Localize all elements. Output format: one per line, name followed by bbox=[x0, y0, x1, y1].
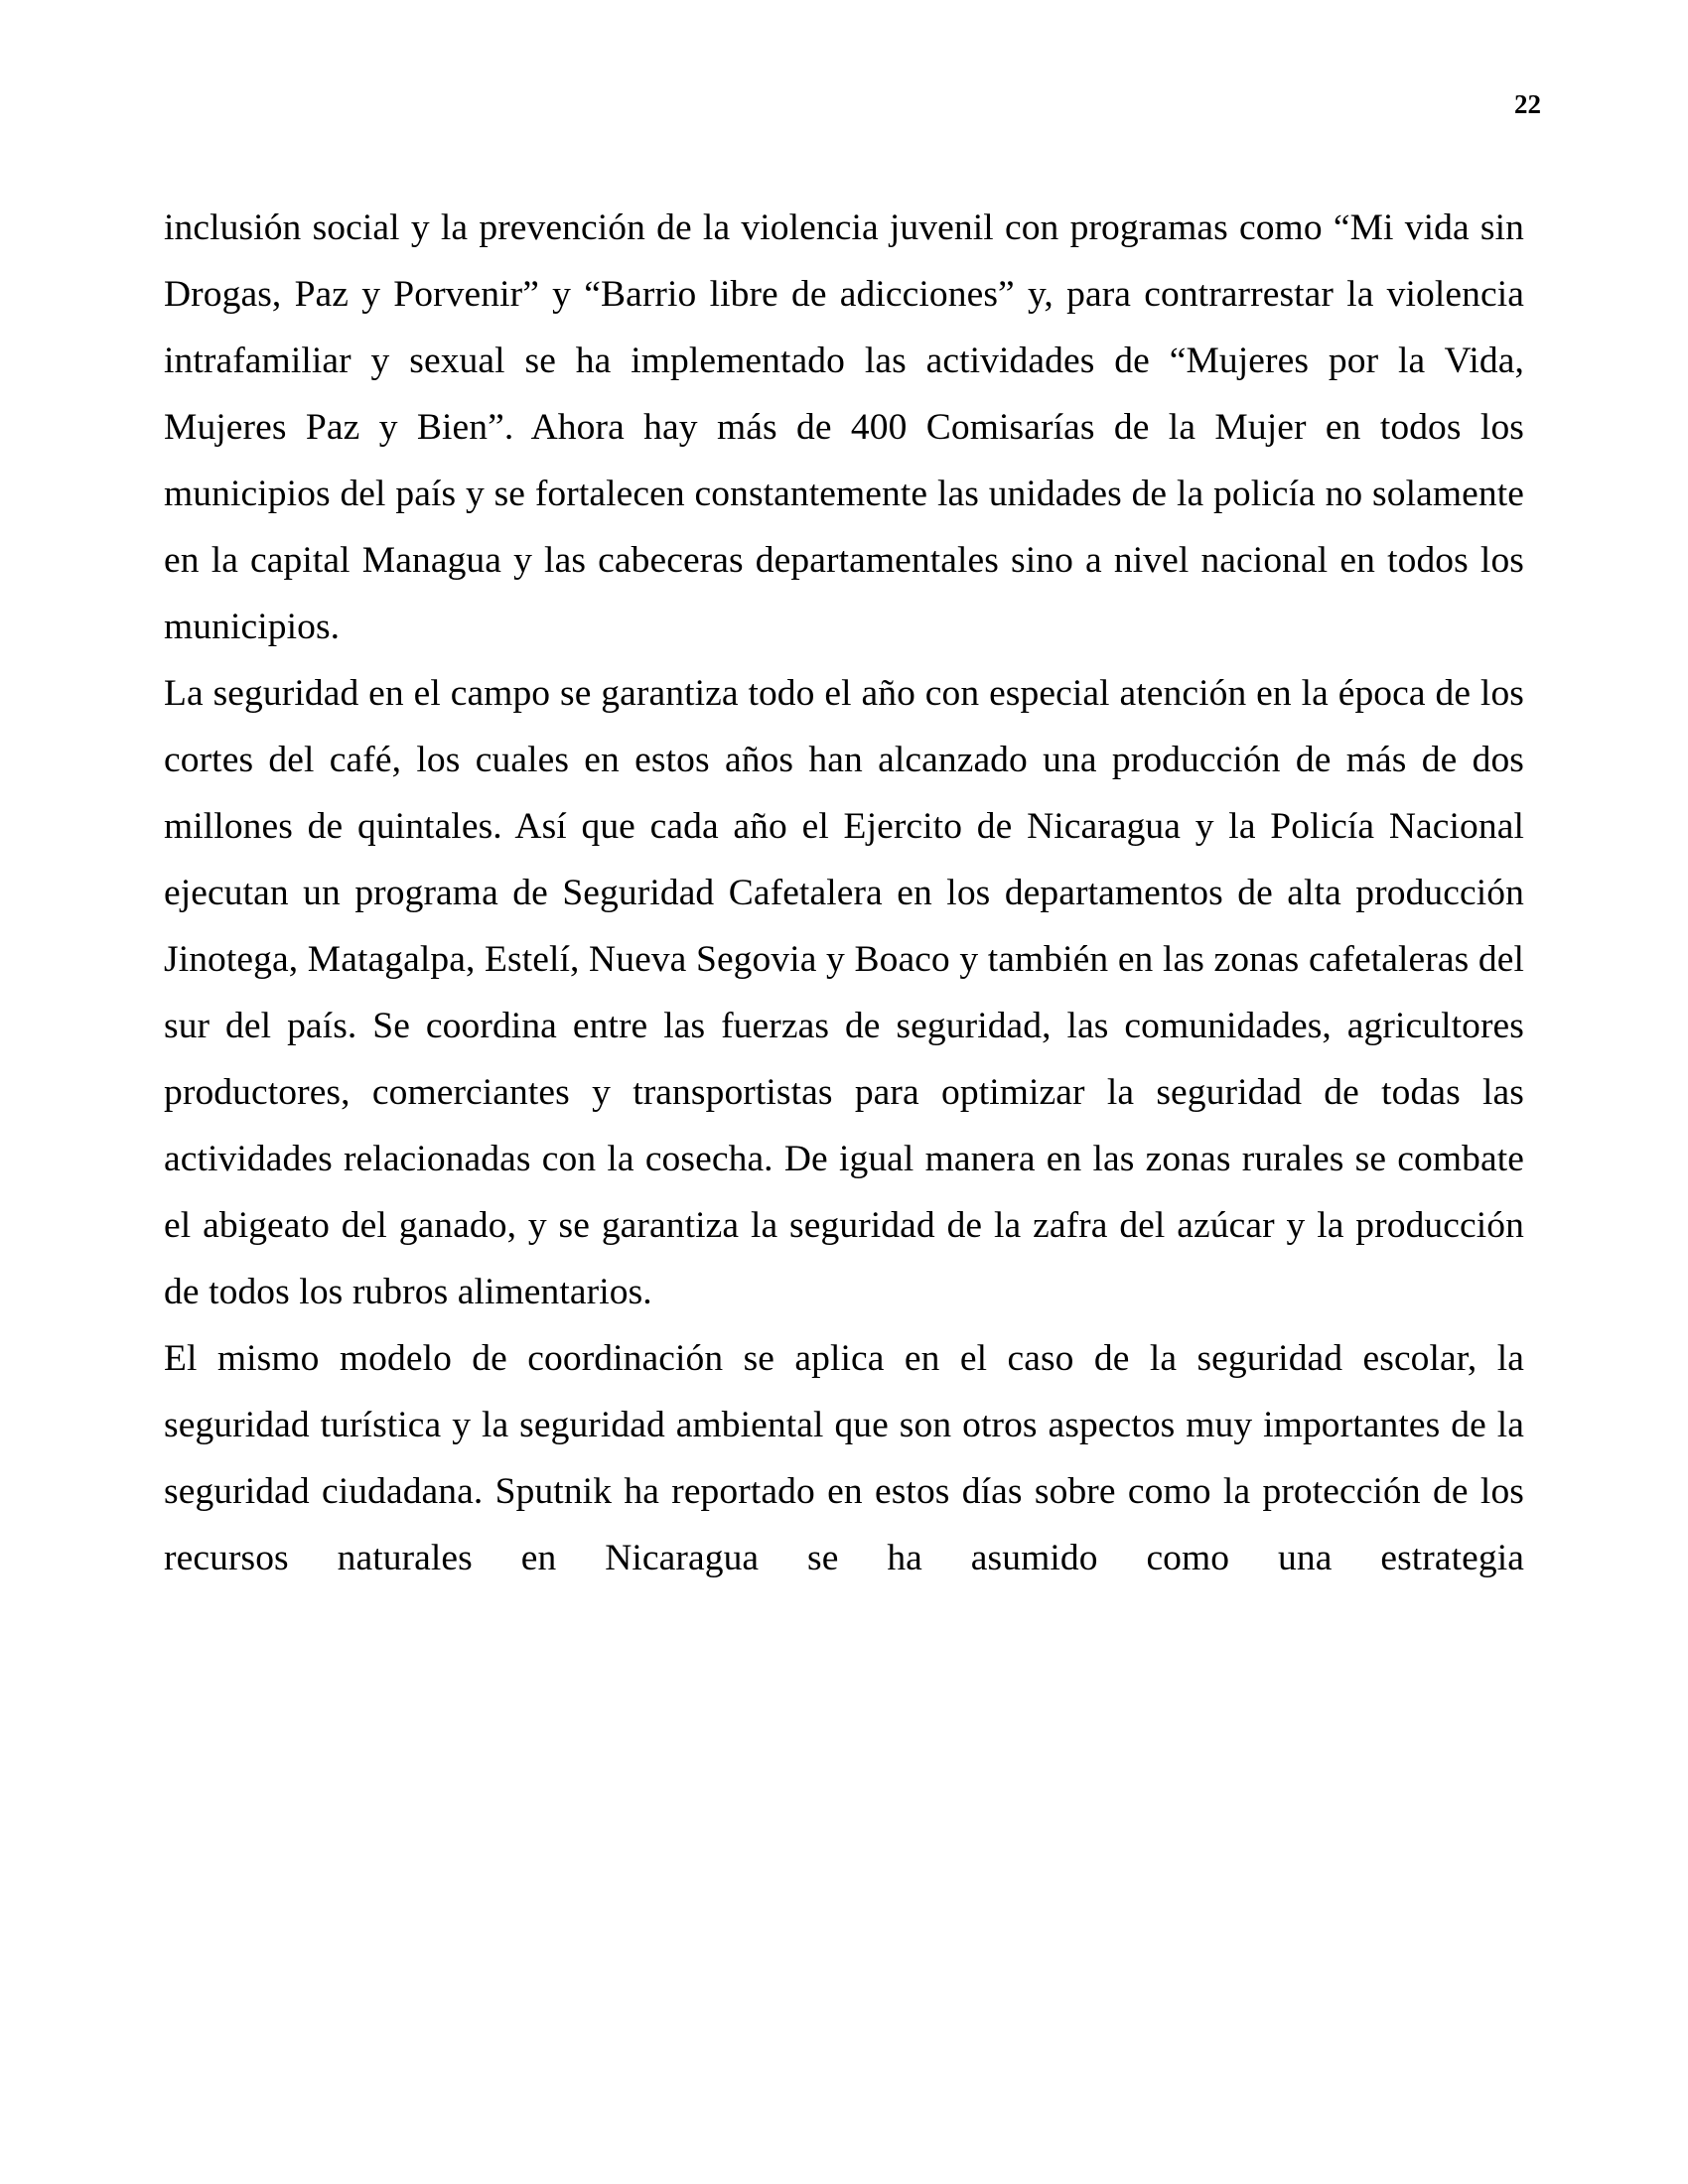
paragraph-2: La seguridad en el campo se garantiza todo el año con especial atención en la época de los cortes del café, los cuales en estos años han alcanzado una producción de más de dos millones de quintales. Así que cada año el Ejercito de Nicaragua y la Policía Nacional ejecutan un programa de Seguridad Cafetalera en los departamentos de alta producción Jinotega, Matagalpa, Estelí, Nueva Segovia y Boaco y también en las zonas cafetaleras del sur del país. Se coordina entre las fuerzas de seguridad, las comunidades, agricultores productores, comerciantes y transportistas para optimizar la seguridad de todas las actividades relacionadas con la cosecha. De igual manera en las zonas rurales se combate el abigeato del ganado, y se garantiza la seguridad de la zafra del azúcar y la producción de todos los rubros alimentarios. bbox=[164, 673, 1524, 1312]
paragraph-1: inclusión social y la prevención de la violencia juvenil con programas como “Mi vida sin Drogas, Paz y Porvenir” y “Barrio libre de adicciones” y, para contrarrestar la violencia intrafamiliar y sexual se ha implementado las actividades de “Mujeres por la Vida, Mujeres Paz y Bien”. Ahora hay más de 400 Comisarías de la Mujer en todos los municipios del país y se fortalecen constantemente las unidades de la policía no solamente en la capital Managua y las cabeceras departamentales sino a nivel nacional en todos los municipios. bbox=[164, 207, 1524, 647]
page-number: 22 bbox=[1514, 89, 1541, 119]
page-body bbox=[164, 195, 1524, 1658]
paragraph-3: El mismo modelo de coordinación se aplica en el caso de la seguridad escolar, la seguridad turística y la seguridad ambiental que son otros aspectos muy importantes de la seguridad ciudadana. Sputnik ha reportado en estos días sobre como la protección de los recursos naturales en Nicaragua se ha asumido como una estrategia bbox=[164, 1338, 1524, 1578]
